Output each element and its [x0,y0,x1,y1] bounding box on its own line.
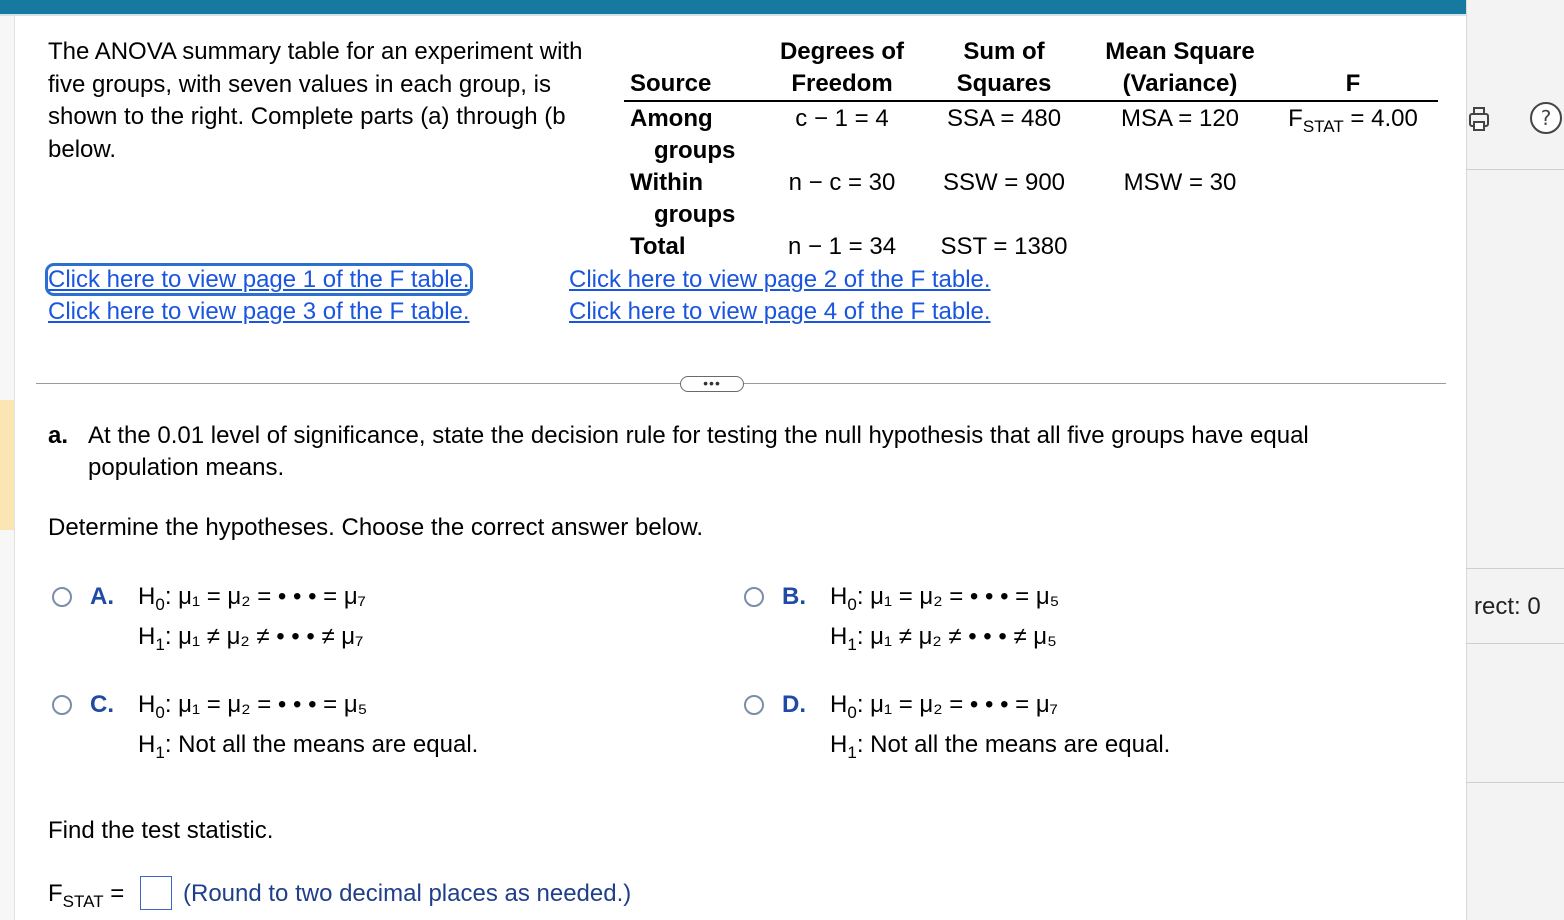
row-source: Among [630,105,713,132]
header-ms-2: (Variance) [1092,68,1268,101]
right-panel-label: rect: 0 [1474,593,1541,620]
radio-button[interactable] [744,695,764,715]
option-h0: $H_0$: μ₁ = μ₂ = • • • = μ₇ [830,691,1058,722]
test-statistic-prompt: Find the test statistic. [48,817,274,844]
right-panel-divider [1466,782,1564,783]
table-row [624,101,1438,167]
row-source-sub: groups [654,137,736,164]
f-table-page-1-link[interactable]: Click here to view page 1 of the F table. [48,266,470,293]
right-panel-divider [1466,643,1564,644]
f-table-page-3-link[interactable]: Click here to view page 3 of the F table. [48,298,470,325]
left-accent-marker [0,400,14,530]
option-label: A. [90,583,114,610]
top-bar-underline [0,14,1466,16]
row-df: n − c = 30 [788,169,896,196]
right-panel-divider [1466,568,1564,569]
part-a-label: a. [48,422,69,449]
row-ms: MSW = 30 [1123,169,1237,196]
header-ss-2: Squares [916,68,1092,101]
print-icon[interactable] [1466,104,1496,141]
fstat-label: $F_{STAT}$ = [48,880,125,911]
header-f: F [1268,68,1438,101]
row-source: Total [630,233,686,260]
expand-more-button[interactable]: ••• [680,376,744,392]
right-panel-divider [1466,169,1564,170]
row-ss: SSA = 480 [946,105,1062,132]
top-bar [0,0,1466,14]
header-df-2: Freedom [768,68,916,101]
row-source-sub: groups [654,201,736,228]
option-h0: $H_0$: μ₁ = μ₂ = • • • = μ₇ [138,583,366,614]
row-source: Within [630,169,704,196]
part-a-text: At the 0.01 level of significance, state the decision rule for testing the null hypothesis that all five groups have equal population means. [88,422,1309,481]
help-icon[interactable] [1528,100,1564,143]
option-h0: $H_0$: μ₁ = μ₂ = • • • = μ₅ [830,583,1060,614]
f-table-page-4-link[interactable]: Click here to view page 4 of the F table. [569,298,991,325]
table-row [624,167,1438,231]
table-row [624,231,1438,263]
fstat-answer-input[interactable] [140,876,172,910]
f-value: = 4.00 [1343,105,1418,132]
row-ss: SST = 1380 [940,233,1068,260]
row-ss: SSW = 900 [942,169,1066,196]
radio-button[interactable] [52,695,72,715]
part-a-question [48,420,1428,484]
option-h1: $H_1$: Not all the means are equal. [138,731,479,762]
option-label: C. [90,691,114,718]
rounding-note: (Round to two decimal places as needed.) [183,880,632,907]
header-df: Degrees of [779,38,905,65]
option-label: D. [782,691,806,718]
option-label: B. [782,583,806,610]
row-f [1268,101,1438,167]
anova-summary-table [624,36,1438,263]
hypotheses-prompt: Determine the hypotheses. Choose the correct answer below. [48,514,704,541]
option-h0: $H_0$: μ₁ = μ₂ = • • • = μ₅ [138,691,368,722]
header-ss: Sum of [963,38,1045,65]
f-table-links-row-1 [48,264,991,296]
option-h1: $H_1$: Not all the means are equal. [830,731,1171,762]
f-table-links-row-2 [48,296,991,328]
header-ms: Mean Square [1105,38,1255,65]
radio-button[interactable] [744,587,764,607]
option-h1: $H_1$: μ₁ ≠ μ₂ ≠ • • • ≠ μ₇ [138,623,364,654]
radio-button[interactable] [52,587,72,607]
svg-text:?: ? [1540,106,1552,130]
row-ms: MSA = 120 [1120,105,1240,132]
f-table-page-2-link[interactable]: Click here to view page 2 of the F table. [569,266,991,293]
row-df: n − 1 = 34 [787,233,897,260]
f-sub: STAT [1302,117,1344,136]
row-df: c − 1 = 4 [795,105,889,132]
header-source: Source [624,68,768,101]
option-h1: $H_1$: μ₁ ≠ μ₂ ≠ • • • ≠ μ₅ [830,623,1057,654]
f-prefix: F [1288,105,1303,132]
intro-text: The ANOVA summary table for an experiment with five groups, with seven values in each group, is shown to the right. Complete parts (a) through (b below. [48,38,583,163]
